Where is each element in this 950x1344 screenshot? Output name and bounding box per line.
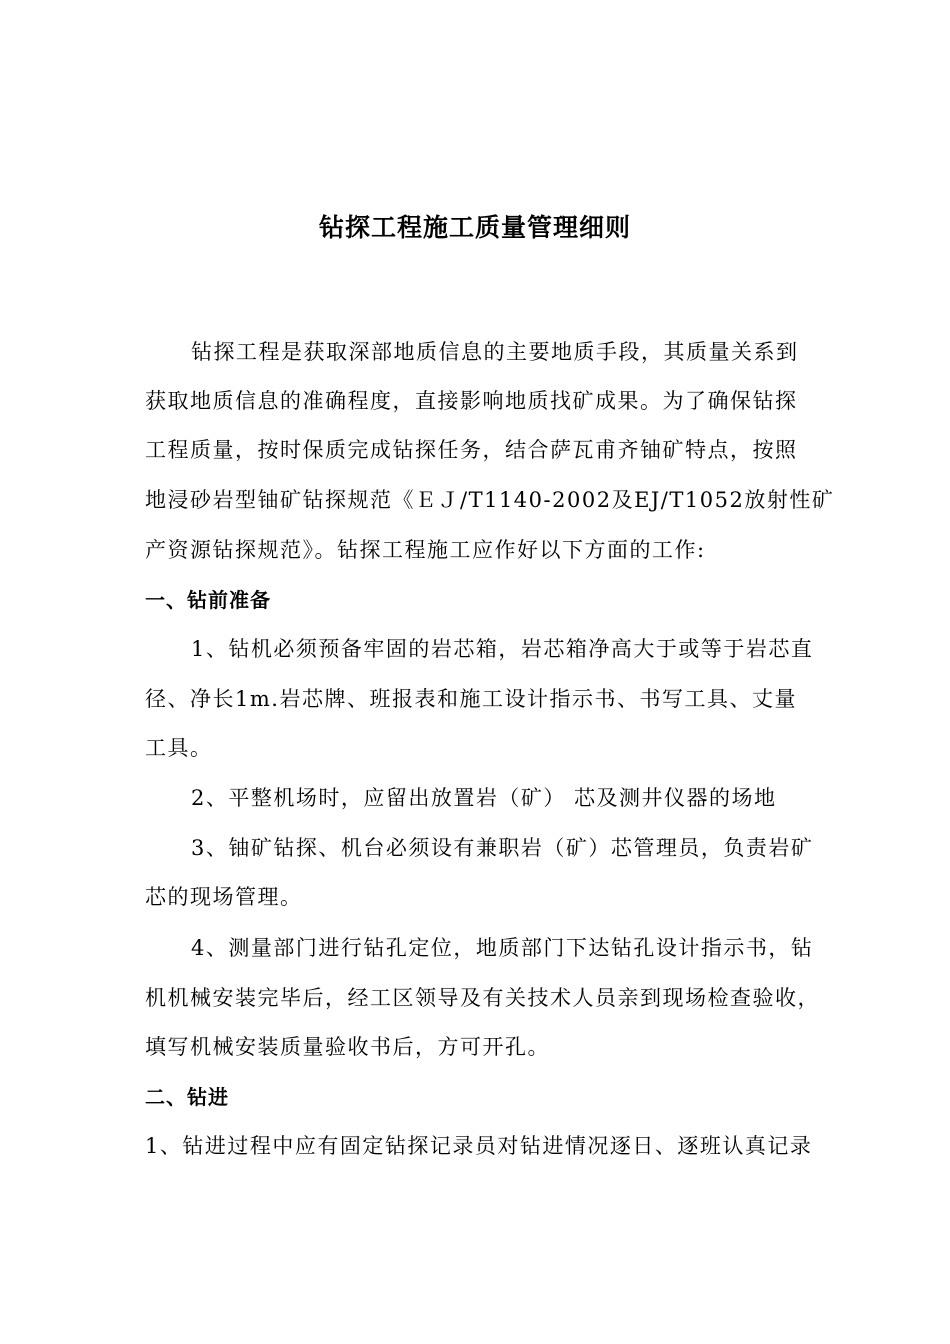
- intro-line-1: 钻探工程是获取深部地质信息的主要地质手段，其质量关系到: [191, 340, 799, 364]
- document-title: 钻探工程施工质量管理细则: [318, 213, 631, 242]
- section2-item-1-line-1: 1、钻进过程中应有固定钻探记录员对钻进情况逐日、逐班认真记录: [145, 1134, 813, 1158]
- section1-item-3-line-1: 3、铀矿钻探、机台必须设有兼职岩（矿）芯管理员，负责岩矿: [191, 836, 814, 860]
- section1-item-1-line-1: 1、钻机必须预备牢固的岩芯箱，岩芯箱净高大于或等于岩芯直: [191, 637, 814, 661]
- section1-item-2-line-1: 2、平整机场时，应留出放置岩（矿） 芯及测井仪器的场地: [191, 786, 777, 810]
- section1-item-3-line-2: 芯的现场管理。: [145, 885, 303, 909]
- intro-line-2: 获取地质信息的准确程度，直接影响地质找矿成果。为了确保钻探: [145, 389, 798, 413]
- section-heading-2: 二、钻进: [145, 1085, 229, 1109]
- section1-item-1-line-3: 工具。: [145, 736, 213, 760]
- intro-line-3: 工程质量，按时保质完成钻探任务，结合萨瓦甫齐铀矿特点，按照: [145, 438, 798, 462]
- section-heading-1: 一、钻前准备: [145, 588, 271, 612]
- intro-line-4: 地浸砂岩型铀矿钻探规范《ＥＪ/T1140-2002及EJ/T1052放射性矿: [145, 488, 835, 512]
- section1-item-4-line-1: 4、测量部门进行钻孔定位，地质部门下达钻孔设计指示书，钻: [191, 936, 814, 960]
- section1-item-4-line-3: 填写机械安装质量验收书后，方可开孔。: [145, 1035, 550, 1059]
- intro-line-5: 产资源钻探规范》。钻探工程施工应作好以下方面的工作:: [145, 538, 706, 562]
- section1-item-4-line-2: 机机械安装完毕后，经工区领导及有关技术人员亲到现场检查验收，: [145, 986, 820, 1010]
- section1-item-1-line-2: 径、净长1m.岩芯牌、班报表和施工设计指示书、书写工具、丈量: [145, 687, 797, 711]
